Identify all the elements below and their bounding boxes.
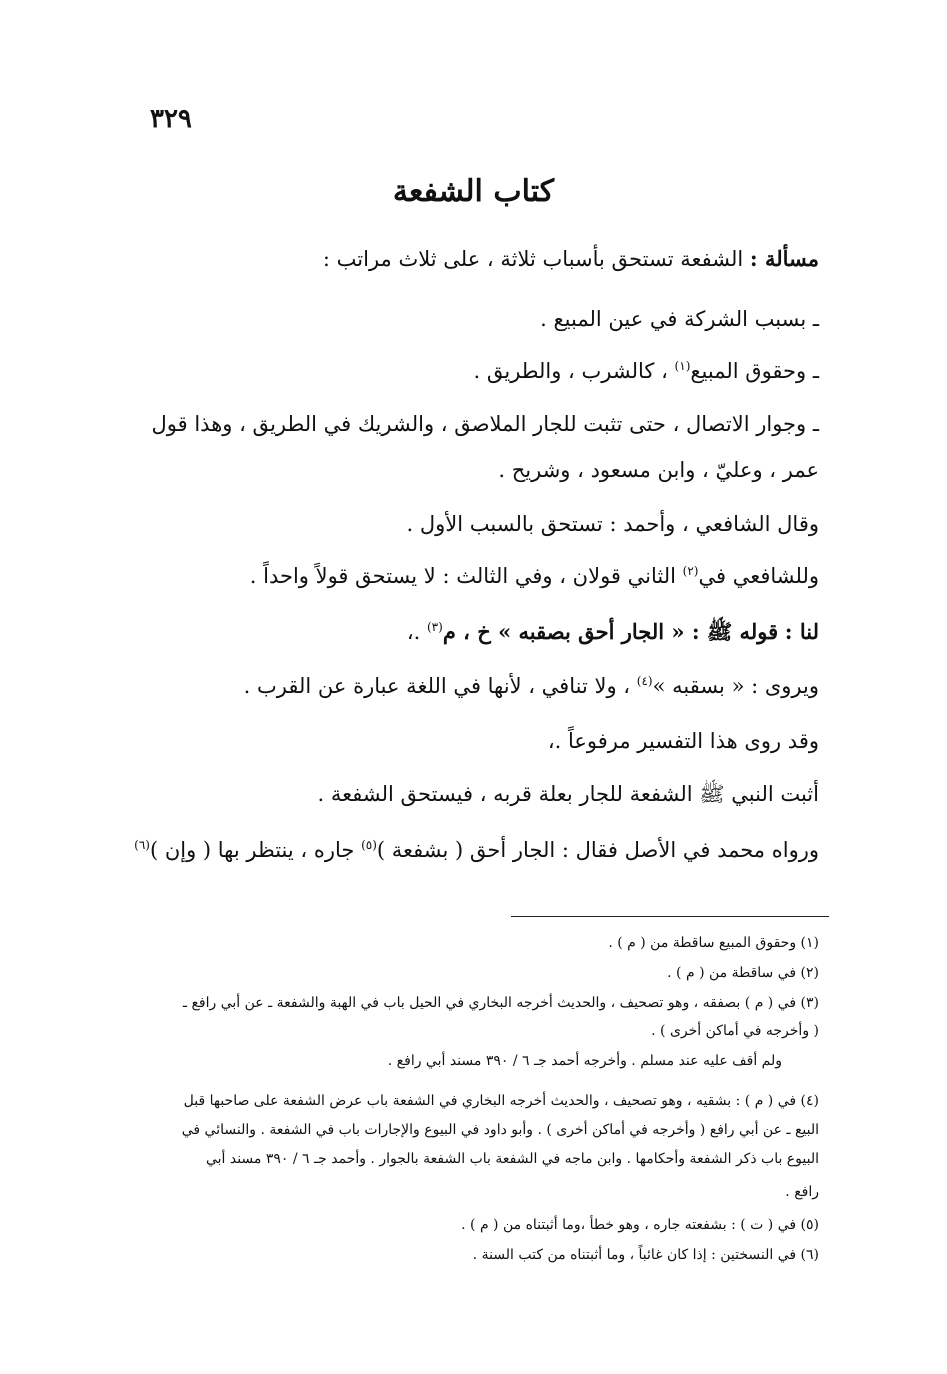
cause-2-text-a: ـ وحقوق المبيع bbox=[690, 359, 819, 383]
footnote-2: (٢) في ساقطة من ( م ) . bbox=[667, 965, 819, 981]
page-number: ٣٢٩ bbox=[150, 104, 192, 134]
chapter-title: كتاب الشفعة bbox=[392, 174, 555, 209]
footnote-4-line-2: البيع ـ عن أبي رافع ( وأخرجه في أماكن أخرى ) . وأبو داود في البيوع والإجارات باب في الشفعة . والنسائي في bbox=[181, 1122, 819, 1138]
evidence-rawahu bbox=[134, 840, 819, 861]
evidence-yurwa bbox=[244, 676, 819, 697]
footnote-1: (١) وحقوق المبيع ساقطة من ( م ) . bbox=[608, 935, 819, 951]
lana-text-b: .، bbox=[406, 620, 421, 644]
footnote-5: (٥) في ( ت ) : بشفعته جاره ، وهو خطأ ،وما أثبتناه من ( م ) . bbox=[461, 1217, 819, 1233]
footnote-ref-5: (٥) bbox=[361, 838, 377, 852]
opinion-shafii-text-b: الثاني قولان ، وفي الثالث : لا يستحق قولاً واحداً . bbox=[249, 564, 676, 588]
lana-label: لنا : bbox=[784, 619, 819, 644]
footnote-3-line-1: (٣) في ( م ) بصفقه ، وهو تصحيف ، والحديث أخرجه البخاري في الحيل باب في الهبة والشفعة ـ عن أبي رافع ـ bbox=[182, 995, 819, 1011]
footnote-ref-6: (٦) bbox=[134, 838, 150, 852]
rawahu-text-b: جاره ، ينتظر بها ( وإن ) bbox=[149, 838, 355, 862]
footnote-4-line-1: (٤) في ( م ) : بشقيه ، وهو تصحيف ، والحديث أخرجه البخاري في الشفعة باب عرض الشفعة على صاحبها قبل bbox=[183, 1093, 819, 1109]
cause-2-text-b: ، كالشرب ، والطريق . bbox=[473, 359, 668, 383]
footnote-4-line-4: رافع . bbox=[785, 1184, 819, 1200]
cause-2 bbox=[473, 361, 819, 382]
opinion-shafii-third bbox=[250, 566, 819, 587]
cause-3-line-1: ـ وجوار الاتصال ، حتى تثبت للجار الملاصق ، والشريك في الطريق ، وهذا قول bbox=[151, 412, 819, 436]
rawahu-text-a: ورواه محمد في الأصل فقال : الجار أحق ( بشفعة ) bbox=[376, 838, 819, 862]
yurwa-text-a: ويروى : « بسقبه » bbox=[652, 674, 819, 698]
footnote-6: (٦) في النسختين : إذا كان غائباً ، وما أثبتناه من كتب السنة . bbox=[472, 1247, 819, 1263]
masala-label: مسألة : bbox=[749, 246, 819, 271]
cause-3-line-2: عمر ، وعليّ ، وابن مسعود ، وشريح . bbox=[498, 458, 819, 482]
footnote-ref-1: (١) bbox=[674, 359, 691, 373]
masala-line bbox=[323, 248, 819, 270]
evidence-lana bbox=[407, 621, 819, 643]
footnote-4-line-3: البيوع باب ذكر الشفعة وأحكامها . وابن ماجه في الشفعة باب الشفعة بالجوار . وأحمد جـ ٦ / ٣٩٠ مسند أبي bbox=[205, 1151, 819, 1167]
evidence-athbata: أثبت النبي ﷺ الشفعة للجار بعلة قربه ، فيستحق الشفعة . bbox=[317, 782, 819, 806]
opinion-shafii-ahmad: وقال الشافعي ، وأحمد : تستحق بالسبب الأول . bbox=[406, 512, 819, 536]
footnote-3-line-2: ( وأخرجه في أماكن أخرى ) . bbox=[651, 1023, 819, 1039]
masala-text: الشفعة تستحق بأسباب ثلاثة ، على ثلاث مراتب : bbox=[322, 247, 744, 271]
opinion-shafii-text-a: وللشافعي في bbox=[698, 564, 819, 588]
footnote-ref-3: (٣) bbox=[426, 620, 443, 634]
yurwa-text-b: ، ولا تنافي ، لأنها في اللغة عبارة عن القرب . bbox=[243, 674, 631, 698]
evidence-marfu: وقد روى هذا التفسير مرفوعاً .، bbox=[547, 729, 819, 753]
lana-text-a: قوله ﷺ : « الجار أحق بصقبه » خ ، م bbox=[442, 619, 779, 644]
footnote-ref-2: (٢) bbox=[682, 564, 699, 578]
footnote-divider bbox=[511, 916, 829, 917]
cause-1: ـ بسبب الشركة في عين المبيع . bbox=[540, 307, 819, 331]
footnote-3-line-3: ولم أقف عليه عند مسلم . وأخرجه أحمد جـ ٦ / ٣٩٠ مسند أبي رافع . bbox=[387, 1053, 782, 1069]
footnote-ref-4: (٤) bbox=[636, 674, 653, 688]
